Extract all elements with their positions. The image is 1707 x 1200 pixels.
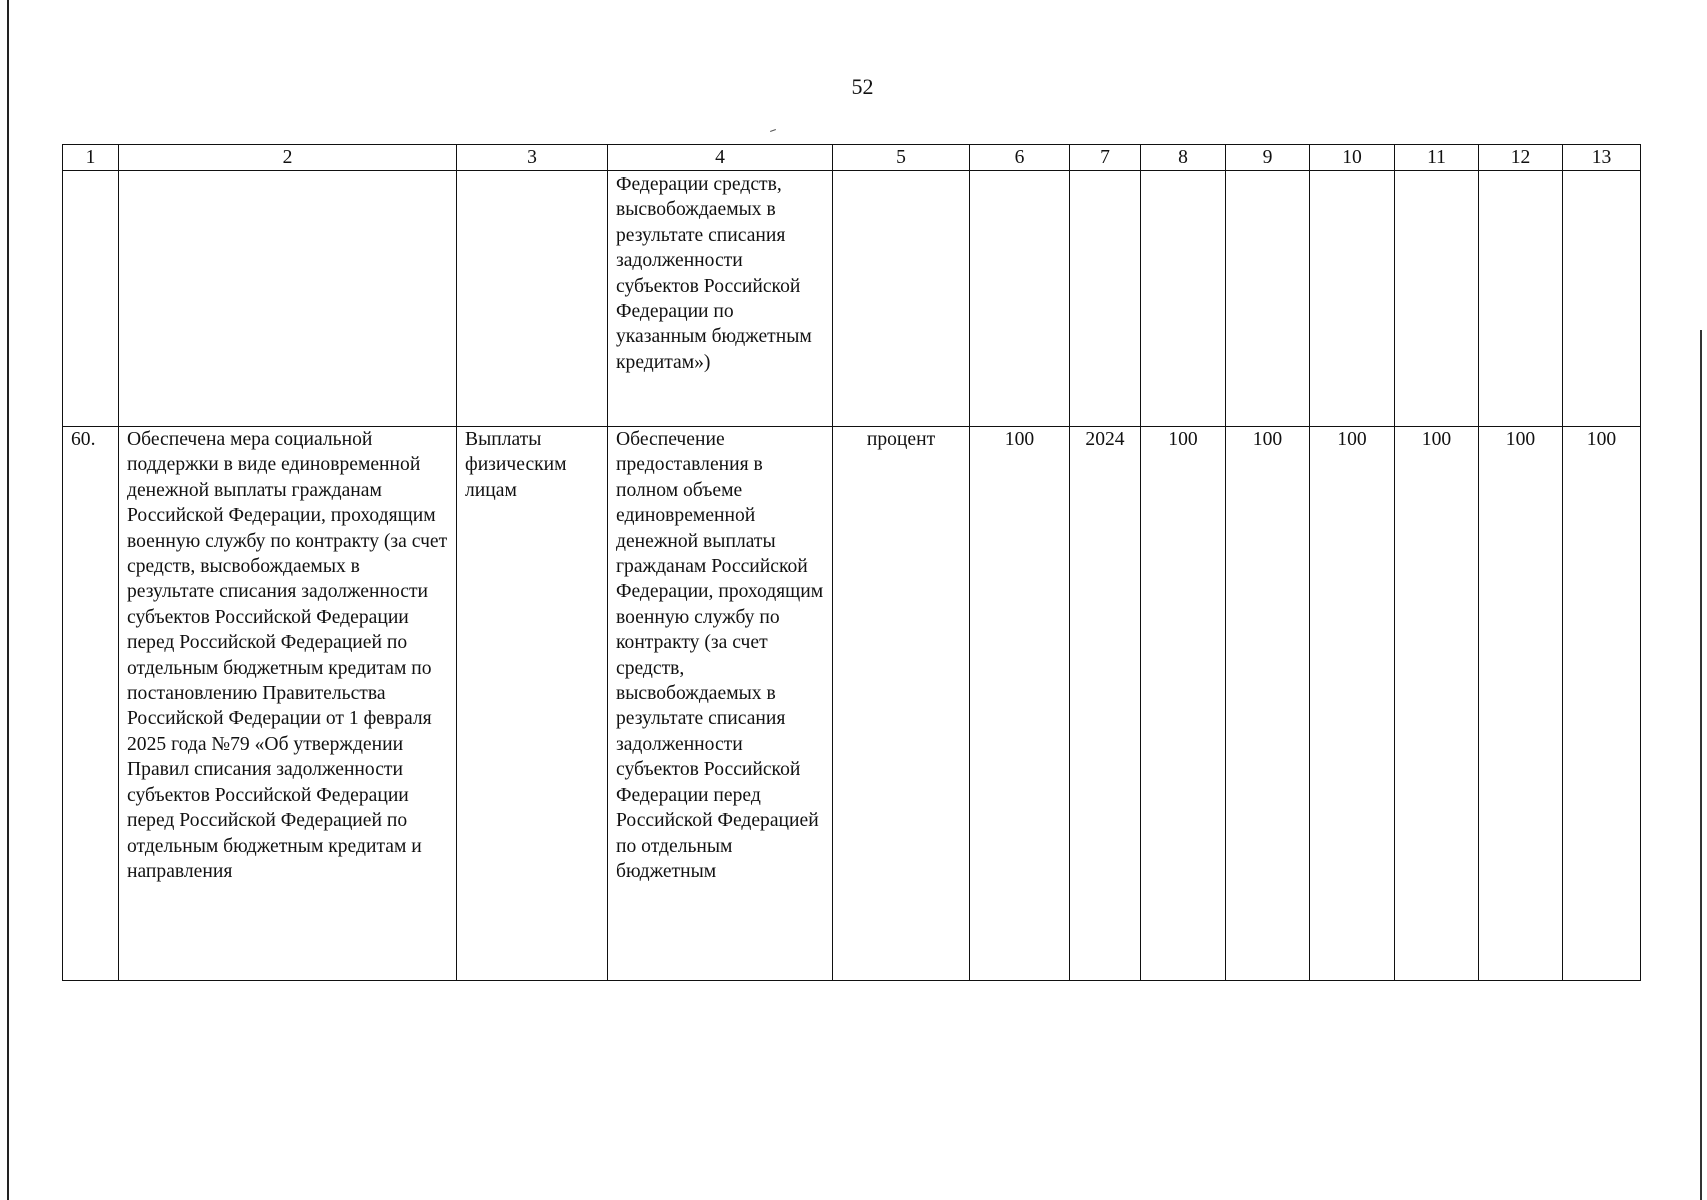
- table-cell: [1070, 171, 1141, 427]
- column-header: 10: [1310, 145, 1395, 171]
- column-header: 1: [63, 145, 119, 171]
- column-header: 5: [833, 145, 970, 171]
- results-table: [62, 144, 1641, 981]
- table-cell: [1563, 171, 1641, 427]
- table-cell: [119, 171, 457, 427]
- table-cell: [63, 171, 119, 427]
- value-cell: 100: [1310, 427, 1395, 981]
- table-cell: [833, 171, 970, 427]
- page-left-edge: [7, 0, 9, 1200]
- value-cell: 100: [1563, 427, 1641, 981]
- table-row-60: [63, 427, 1641, 981]
- characteristic-cell: Федерации средств, высвобождаемых в результате списания задолженности субъектов Российской Федерации по указанным бюджетным кредитам»): [608, 171, 833, 427]
- table-cell: [1226, 171, 1310, 427]
- unit-cell: процент: [833, 427, 970, 981]
- column-header: 12: [1479, 145, 1563, 171]
- page-number: 52: [851, 74, 874, 99]
- column-header: 4: [608, 145, 833, 171]
- table-cell: [1141, 171, 1226, 427]
- year-cell: 2024: [1070, 427, 1141, 981]
- scan-mark: [770, 129, 776, 132]
- column-header: 11: [1395, 145, 1479, 171]
- column-number-row: [63, 145, 1641, 171]
- type-cell: Выплаты физическим лицам: [457, 427, 608, 981]
- column-header: 8: [1141, 145, 1226, 171]
- value-cell: 100: [1395, 427, 1479, 981]
- value-cell: 100: [1141, 427, 1226, 981]
- column-header: 9: [1226, 145, 1310, 171]
- result-cell: Обеспечена мера социальной поддержки в виде единовременной денежной выплаты гражданам Российской Федерации, проходящим военную службу по контракту (за счет средств, высвобождаемых в результате списания задолженности субъектов Российской Федерации перед Российской Федерацией по отдельным бюджетным кредитам по постановлению Правительства Российской Федерации от 1 февраля 2025 года №79 «Об утверждении Правил списания задолженности субъектов Российской Федерации перед Российской Федерацией по отдельным бюджетным кредитам и направления: [119, 427, 457, 981]
- table-cell: [1310, 171, 1395, 427]
- table-cell: [457, 171, 608, 427]
- value-cell: 100: [1226, 427, 1310, 981]
- page-right-edge: [1700, 330, 1702, 1200]
- column-header: 6: [970, 145, 1070, 171]
- table-cell: [970, 171, 1070, 427]
- table-row-continuation: [63, 171, 1641, 427]
- column-header: 2: [119, 145, 457, 171]
- column-header: 3: [457, 145, 608, 171]
- characteristic-cell: Обеспечение предоставления в полном объеме единовременной денежной выплаты гражданам Российской Федерации, проходящим военную службу по контракту (за счет средств, высвобождаемых в результате списания задолженности субъектов Российской Федерации перед Российской Федерацией по отдельным бюджетным: [608, 427, 833, 981]
- column-header: 13: [1563, 145, 1641, 171]
- row-number-cell: 60.: [63, 427, 119, 981]
- table-cell: [1395, 171, 1479, 427]
- value-cell: 100: [1479, 427, 1563, 981]
- column-header: 7: [1070, 145, 1141, 171]
- table-cell: [1479, 171, 1563, 427]
- value-cell: 100: [970, 427, 1070, 981]
